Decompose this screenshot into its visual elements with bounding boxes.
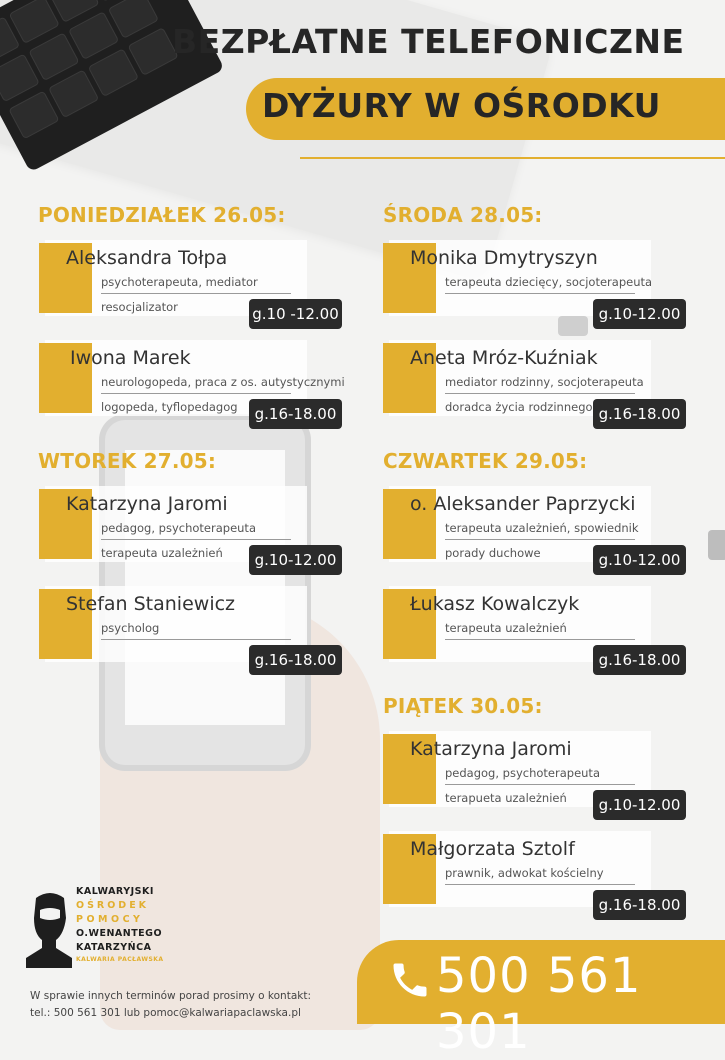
time-badge: g.10-12.00	[593, 545, 686, 575]
person-role: mediator rodzinny, socjoterapeuta	[445, 375, 644, 389]
list-item	[383, 243, 693, 323]
person-name: Łukasz Kowalczyk	[410, 593, 580, 615]
portrait-icon	[26, 888, 74, 968]
person-name: Małgorzata Sztolf	[410, 838, 575, 860]
day-heading-tuesday: WTOREK 27.05:	[38, 449, 217, 473]
logo-text: POMOCY	[76, 914, 144, 925]
logo-text: OŚRODEK	[76, 900, 150, 911]
time-badge: g.16-18.00	[249, 399, 342, 429]
person-role: neurologopeda, praca z os. autystycznymi	[101, 375, 345, 389]
person-name: Aneta Mróz-Kuźniak	[410, 347, 598, 369]
list-item	[39, 489, 349, 569]
time-badge: g.16-18.00	[593, 645, 686, 675]
list-item	[383, 489, 693, 569]
time-badge: g.16-18.00	[593, 399, 686, 429]
person-role: psycholog	[101, 621, 160, 635]
list-item	[383, 834, 693, 914]
person-name: o. Aleksander Paprzycki	[410, 493, 636, 515]
person-name: Monika Dmytryszyn	[410, 247, 598, 269]
person-role: pedagog, psychoterapeuta	[445, 766, 600, 780]
person-role: prawnik, adwokat kościelny	[445, 866, 604, 880]
logo-text: KALWARIA PACŁAWSKA	[76, 956, 164, 963]
person-role: terapeuta uzależnień	[101, 546, 223, 560]
person-name: Katarzyna Jaromi	[66, 493, 228, 515]
page-subtitle: DYŻURY W OŚRODKU	[262, 86, 661, 125]
time-badge: g.16-18.00	[249, 645, 342, 675]
list-item	[39, 343, 349, 423]
time-badge: g.10-12.00	[249, 545, 342, 575]
day-heading-wednesday: ŚRODA 28.05:	[383, 203, 543, 227]
list-item	[39, 589, 349, 669]
person-name: Katarzyna Jaromi	[410, 738, 572, 760]
phone-number[interactable]: 500 561 301	[436, 948, 642, 1060]
person-name: Aleksandra Tołpa	[66, 247, 228, 269]
person-name: Stefan Staniewicz	[66, 593, 236, 615]
day-heading-thursday: CZWARTEK 29.05:	[383, 449, 588, 473]
person-role: terapeuta dziecięcy, socjoterapeuta	[445, 275, 653, 289]
time-badge: g.10-12.00	[593, 790, 686, 820]
person-role: logopeda, tyflopedagog	[101, 400, 238, 414]
person-role: psychoterapeuta, mediator	[101, 275, 258, 289]
logo-text: KALWARYJSKI	[76, 886, 154, 897]
person-role: terapeuta uzależnień, spowiednik	[445, 521, 639, 535]
list-item	[383, 343, 693, 423]
person-role: pedagog, psychoterapeuta	[101, 521, 256, 535]
person-role: terapueta uzależnień	[445, 791, 567, 805]
background-object	[708, 530, 725, 560]
contact-info	[30, 988, 311, 1022]
time-badge: g.10 -12.00	[249, 299, 342, 329]
day-heading-friday: PIĄTEK 30.05:	[383, 694, 543, 718]
list-item	[39, 243, 349, 323]
logo-text: O.WENANTEGO	[76, 928, 163, 939]
person-name: Iwona Marek	[70, 347, 191, 369]
person-role: terapeuta uzależnień	[445, 621, 567, 635]
person-role: doradca życia rodzinnego	[445, 400, 593, 414]
phone-icon	[388, 958, 432, 1002]
person-role: resocjalizator	[101, 300, 178, 314]
day-heading-monday: PONIEDZIAŁEK 26.05:	[38, 203, 286, 227]
organization-logo	[22, 880, 164, 975]
divider	[300, 157, 725, 159]
person-role: porady duchowe	[445, 546, 541, 560]
list-item	[383, 589, 693, 669]
time-badge: g.10-12.00	[593, 299, 686, 329]
list-item	[383, 734, 693, 814]
page-title: BEZPŁATNE TELEFONICZNE	[172, 22, 685, 61]
logo-text: KATARZYŃCA	[76, 942, 152, 953]
time-badge: g.16-18.00	[593, 890, 686, 920]
contact-line: tel.: 500 561 301 lub pomoc@kalwariapaclawska.pl	[30, 1007, 301, 1019]
contact-line: W sprawie innych terminów porad prosimy o kontakt:	[30, 990, 311, 1002]
